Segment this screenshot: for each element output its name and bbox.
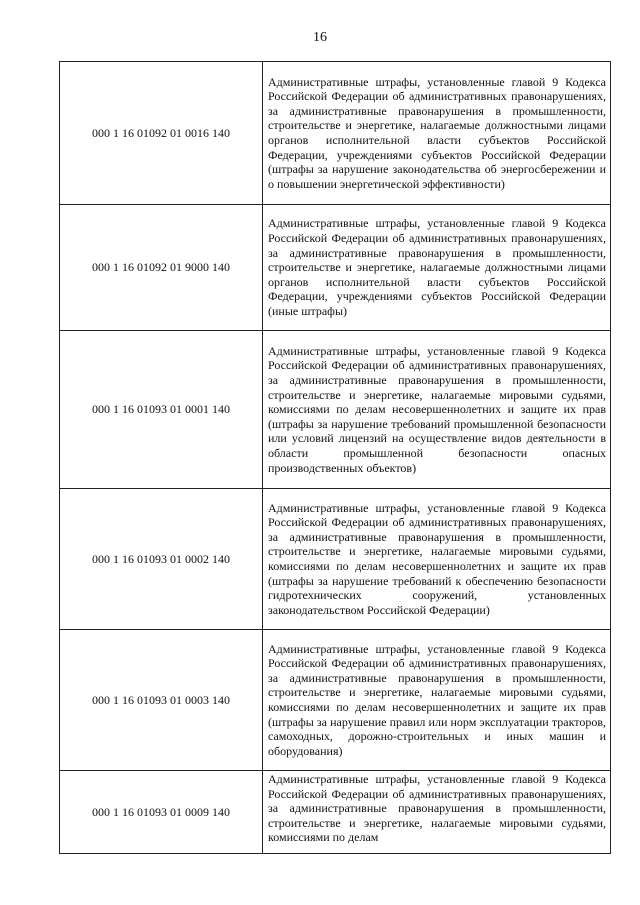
- description-cell: Административные штрафы, установленные главой 9 Кодекса Российской Федерации об административных правонарушениях, за административные правонарушения в промышленности, строительстве и энергетике, налагаемые мировыми судьями, комиссиями по делам несовершеннолетних и защите их прав (штрафы за нарушение требований промышленной безопасности или условий лицензий на осуществление видов деятельности в области промышленной безопасности опасных производственных объектов): [263, 331, 611, 489]
- budget-code-cell: 000 1 16 01093 01 0002 140: [60, 489, 263, 630]
- description-cell: Административные штрафы, установленные главой 9 Кодекса Российской Федерации об административных правонарушениях, за административные правонарушения в промышленности, строительстве и энергетике, налагаемые мировыми судьями, комиссиями по делам несовершеннолетних и защите их прав (штрафы за нарушение требований к обеспечению безопасности гидротехнических сооружений, установленных законодательством Российской Федерации): [263, 489, 611, 630]
- budget-code-cell: 000 1 16 01092 01 9000 140: [60, 205, 263, 331]
- description-text: Административные штрафы, установленные главой 9 Кодекса Российской Федерации об административных правонарушениях, за административные правонарушения в промышленности, строительстве и энергетике, налагаемые мировыми судьями, комиссиями по делам: [268, 772, 606, 845]
- table-row: [60, 205, 611, 331]
- description-cell: [263, 771, 611, 854]
- page-number: 16: [313, 30, 327, 45]
- budget-code-cell: 000 1 16 01093 01 0001 140: [60, 331, 263, 489]
- description-cell: Административные штрафы, установленные главой 9 Кодекса Российской Федерации об административных правонарушениях, за административные правонарушения в промышленности, строительстве и энергетике, налагаемые должностными лицами органов исполнительной власти субъектов Российской Федерации, учреждениями субъектов Российской Федерации (иные штрафы): [263, 205, 611, 331]
- table-row: [60, 771, 611, 854]
- table-row: [60, 331, 611, 489]
- description-cell: Административные штрафы, установленные главой 9 Кодекса Российской Федерации об административных правонарушениях, за административные правонарушения в промышленности, строительстве и энергетике, налагаемые должностными лицами органов исполнительной власти субъектов Российской Федерации, учреждениями субъектов Российской Федерации (штрафы за нарушение законодательства об энергосбережении и о повышении энергетической эффективности): [263, 62, 611, 205]
- table-row: [60, 630, 611, 771]
- budget-code-cell: 000 1 16 01092 01 0016 140: [60, 62, 263, 205]
- table-row: [60, 62, 611, 205]
- budget-code-cell: 000 1 16 01093 01 0009 140: [60, 771, 263, 854]
- budget-code-cell: 000 1 16 01093 01 0003 140: [60, 630, 263, 771]
- description-cell: Административные штрафы, установленные главой 9 Кодекса Российской Федерации об административных правонарушениях, за административные правонарушения в промышленности, строительстве и энергетике, налагаемые мировыми судьями, комиссиями по делам несовершеннолетних и защите их прав (штрафы за нарушение правил или норм эксплуатации тракторов, самоходных, дорожно-строительных и иных машин и оборудования): [263, 630, 611, 771]
- table-row: [60, 489, 611, 630]
- budget-codes-table: [59, 61, 611, 854]
